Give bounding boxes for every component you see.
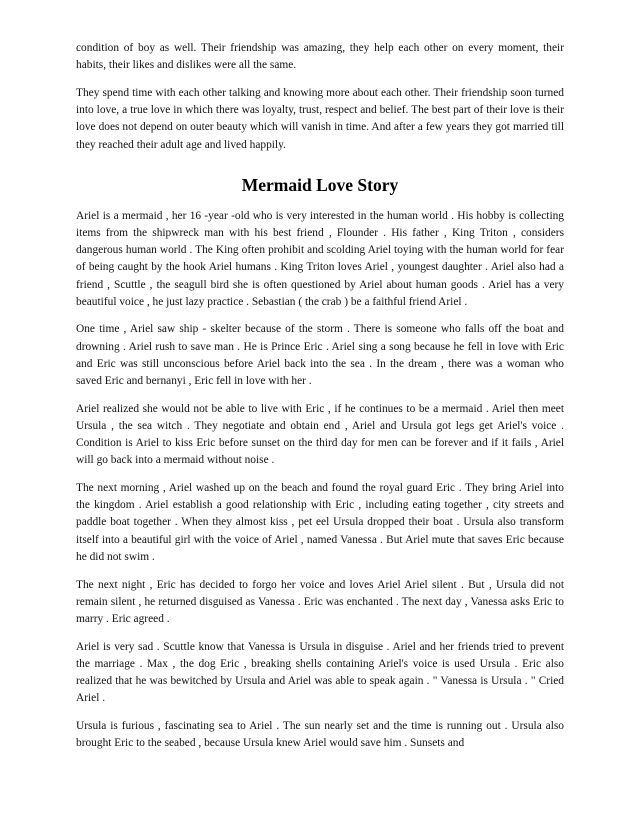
paragraph-story-1: Ariel is a mermaid , her 16 -year -old who is very interested in the human world . His hobby is collecting items from the shipwreck man with his best friend , Flounder . His father , King Triton , considers dangerous human world . The King often prohibit and scolding Ariel toying with the human world for fear of being caught by the hook Ariel humans . King Triton loves Ariel , youngest daughter . Ariel also had a friend , Scuttle , the seagull bird she is often questioned by Ariel about human goods . Ariel has a very beautiful voice , he just lazy practice . Sebastian ( the crab ) be a faithful friend Ariel . <box>76 209 564 308</box>
paragraph-story-2: One time , Ariel saw ship - skelter because of the storm . There is someone who falls off the boat and drowning . Ariel rush to save man . He is Prince Eric . Ariel sing a song because he fell in love with Eric and Eric was still unconscious before Ariel back into the sea . In the dream , there was a woman who saved Eric and bernanyi , Eric fell in love with her . <box>76 323 564 388</box>
document-page <box>76 40 564 763</box>
paragraph-friendship-1: condition of boy as well. Their friendship was amazing, they help each other on every moment, their habits, their likes and dislikes were all the same. <box>76 42 564 72</box>
paragraph-story-5: The next night , Eric has decided to forgo her voice and loves Ariel Ariel silent . But , Ursula did not remain silent , he returned disguised as Vanessa . Eric was enchanted . The next day , Vanessa asks Eric to marry . Eric agreed . <box>76 578 564 625</box>
section-heading: Mermaid Love Story <box>241 174 399 195</box>
paragraph-story-7: Ursula is furious , fascinating sea to Ariel . The sun nearly set and the time is running out . Ursula also brought Eric to the seabed , because Ursula knew Ariel would save him . Sunsets and <box>76 720 564 750</box>
paragraph-friendship-2: They spend time with each other talking and knowing more about each other. Their friendship soon turned into love, a true love in which there was loyalty, trust, respect and belief. The best part of their love is their love does not depend on outer beauty which will vanish in time. And after a few years they got married till they reached their adult age and lived happily. <box>76 86 564 151</box>
paragraph-story-3: Ariel realized she would not be able to live with Eric , if he continues to be a mermaid . Ariel then meet Ursula , the sea witch . They negotiate and obtain end , Ariel and Ursula got legs get Ariel's voice . Condition is Ariel to kiss Eric before sunset on the third day for men can be forever and if it fails , Ariel will go back into a mermaid without noise . <box>76 402 564 467</box>
paragraph-story-6: Ariel is very sad . Scuttle know that Vanessa is Ursula in disguise . Ariel and her friends tried to prevent the marriage . Max , the dog Eric , breaking shells containing Ariel's voice is used Ursula . Eric also realized that he was bewitched by Ursula and Ariel was able to speak again . " Vanessa is Ursula . " Cried Ariel . <box>76 640 564 705</box>
paragraph-story-4: The next morning , Ariel washed up on the beach and found the royal guard Eric . They bring Ariel into the kingdom . Ariel establish a good relationship with Eric , including eating together , city streets and paddle boat together . When they almost kiss , pet eel Ursula dropped their boat . Ursula also transform itself into a beautiful girl with the voice of Ariel , named Vanessa . But Ariel mute that saves Eric because he did not swim . <box>76 482 564 563</box>
